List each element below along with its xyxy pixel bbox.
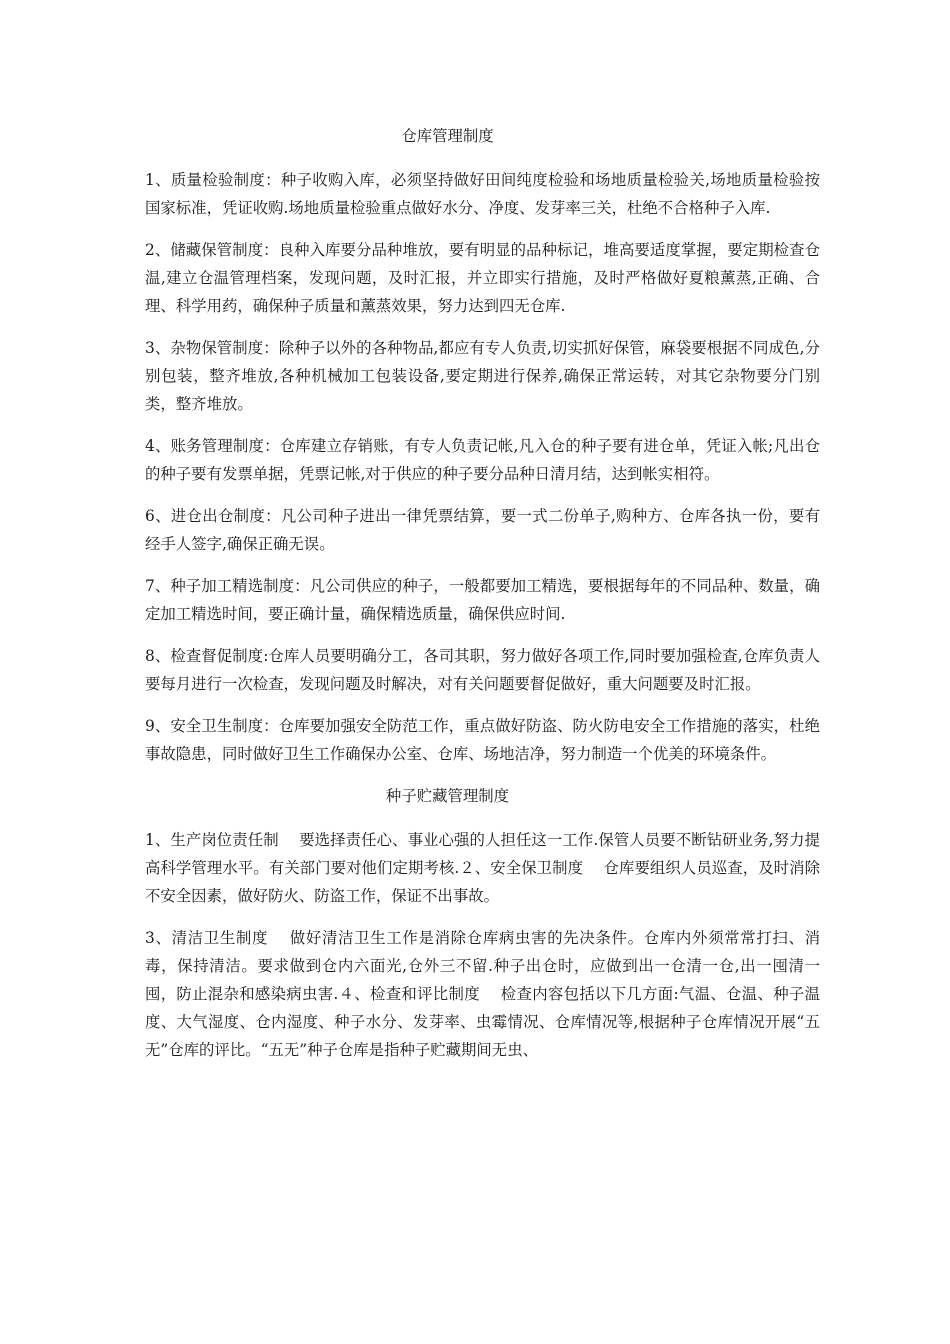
paragraph-inspection-supervision: 8、检查督促制度:仓库人员要明确分工，各司其职，努力做好各项工作,同时要加强检查,仓库负责人要每月进行一次检查，发现问题及时解决，对有关问题要督促做好，重大问题要及时汇报。 (145, 647, 820, 693)
paragraph-accounting: 4、账务管理制度：仓库建立存销账，有专人负责记帐,凡入仓的种子要有进仓单，凭证入帐;凡出仓的种子要有发票单据，凭票记帐,对于供应的种子要分品种日清月结，达到帐实相符。 (145, 437, 820, 483)
document-title: 仓库管理制度 (401, 127, 494, 145)
paragraph-cleaning-hygiene: 3、清洁卫生制度 做好清洁卫生工作是消除仓库病虫害的先决条件。仓库内外须常常打扫、消毒，保持清洁。要求做到仓内六面光,仓外三不留.种子出仓时，应做到出一仓清一仓,出一囤清一囤，防止混杂和感染病虫害.４、检查和评比制度 检查内容包括以下几方面:气温、仓温、种子温度、大气湿度、仓内湿度、种子水分、发芽率、虫霉情况、仓库情况等,根据种子仓库情况开展“五无”仓库的评比。“五无”种子仓库是指种子贮藏期间无虫、 (145, 929, 820, 1059)
paragraph-safety-hygiene: 9、安全卫生制度：仓库要加强安全防范工作，重点做好防盗、防火防电安全工作措施的落实，杜绝事故隐患，同时做好卫生工作确保办公室、仓库、场地洁净，努力制造一个优美的环境条件。 (145, 717, 820, 763)
paragraph-job-responsibility: 1、生产岗位责任制 要选择责任心、事业心强的人担任这一工作.保管人员要不断钻研业务,努力提高科学管理水平。有关部门要对他们定期考核.２、安全保卫制度 仓库要组织人员巡查，及时消除不安全因素，做好防火、防盗工作，保证不出事故。 (145, 831, 820, 905)
document-body (145, 122, 820, 1078)
paragraph-seed-processing: 7、种子加工精选制度：凡公司供应的种子，一般都要加工精选，要根据每年的不同品种、数量，确定加工精选时间，要正确计量，确保精选质量，确保供应时间. (145, 577, 820, 623)
paragraph-quality-inspection: 1、质量检验制度：种子收购入库，必须坚持做好田间纯度检验和场地质量检验关,场地质量检验按国家标准，凭证收购.场地质量检验重点做好水分、净度、发芽率三关，杜绝不合格种子入库. (145, 171, 820, 217)
paragraph-storage-keeping: 2、储藏保管制度：良种入库要分品种堆放，要有明显的品种标记，堆高要适度掌握，要定期检查仓温,建立仓温管理档案，发现问题，及时汇报，并立即实行措施，及时严格做好夏粮薰蒸,正确、合理、科学用药，确保种子质量和薰蒸效果，努力达到四无仓库. (145, 241, 820, 315)
section-subtitle: 种子贮藏管理制度 (385, 787, 510, 805)
paragraph-in-out-warehouse: 6、进仓出仓制度：凡公司种子进出一律凭票结算，要一式二份单子,购种方、仓库各执一份，要有经手人签字,确保正确无误。 (145, 507, 820, 553)
paragraph-sundries-keeping: 3、杂物保管制度：除种子以外的各种物品,都应有专人负责,切实抓好保管，麻袋要根据不同成色,分别包装，整齐堆放,各种机械加工包装设备,要定期进行保养,确保正常运转，对其它杂物要分门别类，整齐堆放。 (145, 339, 820, 413)
